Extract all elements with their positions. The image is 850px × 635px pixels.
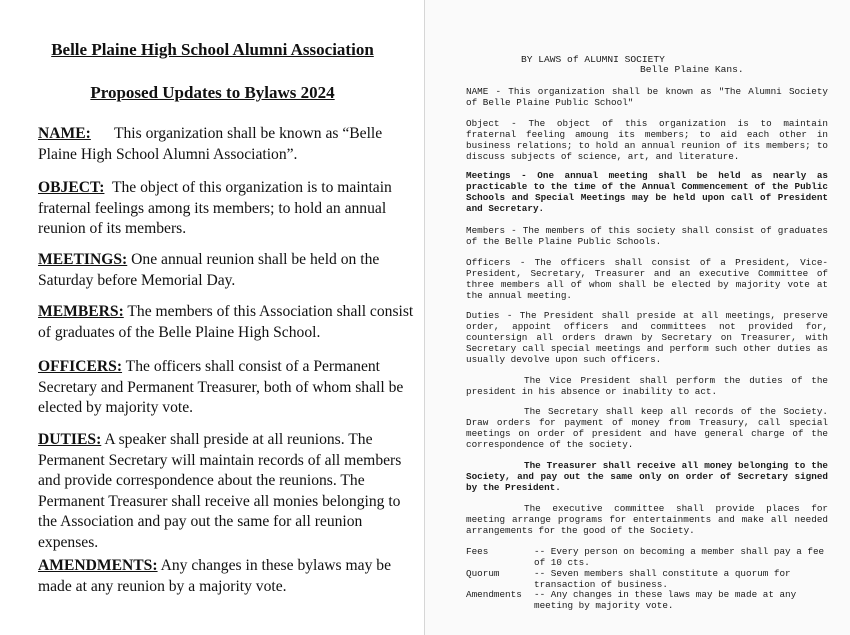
section-text: A speaker shall preside at all reunions. The Permanent Secretary will maintain records of all members and provide correspondence about the reunions. The Permanent Treasurer shall receive all monies belonging to the Association and pay out the same for all reunion expenses. xyxy=(38,431,402,551)
section-heading: NAME: xyxy=(38,125,91,142)
section-text: The object of this organization is to maintain fraternal feelings among its members; to hold an annual reunion of its members. xyxy=(38,179,392,237)
section-text: The officers shall consist of a Permanent Secretary and Permanent Treasurer, both of whom shall be elected by majority vote. xyxy=(38,358,404,416)
section-heading: MEMBERS: xyxy=(38,303,124,320)
bylaw-duties: Duties - The President shall preside at all meetings, preserve order, appoint officers and committees not provided for, countersign all orders drawn by Secretary on Treasurer, with Secretary call special meetings and perform such other duties as usually devolve upon such officers. xyxy=(466,310,828,366)
section-meetings xyxy=(38,250,420,291)
term-label: Quorum xyxy=(466,568,500,579)
bylaw-executive-committee: The executive committee shall provide places for meeting arrange programs for entertainments and make all needed arrangements for the good of the Society. xyxy=(466,503,828,537)
term-text: -- Seven members shall constitute a quorum for transaction of business. xyxy=(534,568,791,591)
section-heading: AMENDMENTS: xyxy=(38,557,158,574)
bylaw-vice-president: The Vice President shall perform the duties of the president in his absence or inability to act. xyxy=(466,375,828,398)
section-text: The members of this Association shall consist of graduates of the Belle Plaine High School. xyxy=(38,303,414,341)
document-title: Belle Plaine High School Alumni Association xyxy=(51,40,374,59)
bylaws-location: Belle Plaine Kans. xyxy=(640,64,744,75)
bylaws-title: BY LAWS of ALUMNI SOCIETY xyxy=(521,54,665,65)
section-members xyxy=(38,302,420,343)
term-label: Amendments xyxy=(466,589,522,600)
section-heading: MEETINGS: xyxy=(38,251,128,268)
bylaw-secretary: The Secretary shall keep all records of the Society. Draw orders for payment of money from Treasury, call special meetings on order of president and have general charge of the correspondence of the society. xyxy=(466,406,828,451)
section-heading: OBJECT: xyxy=(38,179,105,196)
bylaw-members: Members - The members of this society shall consist of graduates of the Belle Plaine Public Schools. xyxy=(466,225,828,248)
bylaw-object: Object - The object of this organization is to maintain fraternal feeling amoung its members; to aid each other in business relations; to hold an annual reunion of its members; to discuss subjects of science, art, and literature. xyxy=(466,118,828,163)
bylaw-treasurer: The Treasurer shall receive all money belonging to the Society, and pay out the same only on order of Secretary signed by the President. xyxy=(466,460,828,494)
bylaw-officers: Officers - The officers shall consist of a President, Vice-President, Secretary, Treasurer and an executive Committee of three members all of whom shall be elected by majority vote at the annual meeting. xyxy=(466,257,828,302)
document-subtitle: Proposed Updates to Bylaws 2024 xyxy=(90,83,335,102)
section-text: This organization shall be known as “Belle Plaine High School Alumni Association”. xyxy=(38,125,383,163)
section-heading: DUTIES: xyxy=(38,431,102,448)
section-duties xyxy=(38,430,420,553)
term-text: -- Any changes in these laws may be made at any meeting by majority vote. xyxy=(534,589,797,612)
section-officers xyxy=(38,357,420,419)
section-object xyxy=(38,178,420,240)
term-text: -- Every person on becoming a member shall pay a fee of 10 cts. xyxy=(534,546,825,569)
section-heading: OFFICERS: xyxy=(38,358,123,375)
bylaw-meetings: Meetings - One annual meeting shall be held as nearly as practicable to the time of the Annual Commencement of the Public Schools and Special Meetings may be held upon call of President and Secretary. xyxy=(466,170,828,215)
term-label: Fees xyxy=(466,546,489,557)
section-text: Any changes in these bylaws may be made at any reunion by a majority vote. xyxy=(38,557,391,595)
section-text: One annual reunion shall be held on the Saturday before Memorial Day. xyxy=(38,251,380,289)
section-amendments xyxy=(38,556,420,597)
section-name xyxy=(38,124,420,165)
bylaw-name: NAME - This organization shall be known as "The Alumni Society of Belle Plaine Public School" xyxy=(466,86,828,109)
